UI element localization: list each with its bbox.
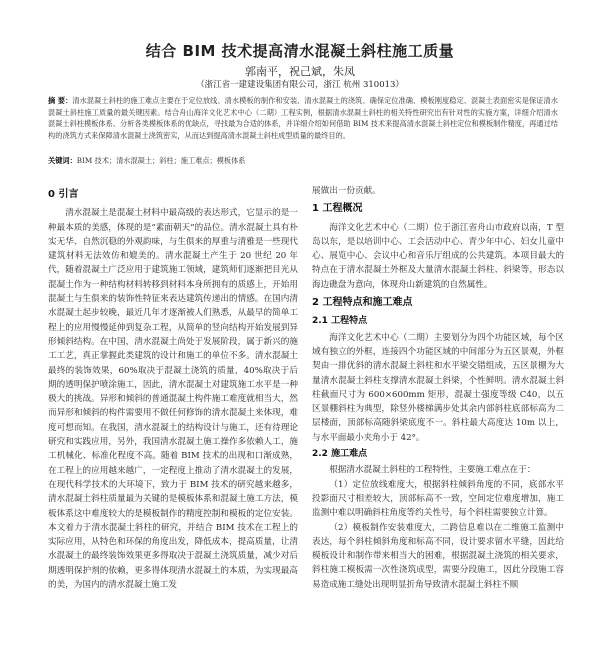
intro-paragraph: 清水混凝土是混凝土材料中最高级的表达形式，它显示的是一种最本质的美感，体现的是“素面朝天”的品位。清水混凝土具有朴实无华、自然沉稳的外观韵味，与生俱来的厚重与清雅是一些现代建筑材料无法效仿和媲美的。清水混凝土产生于 20 世纪 20 年代，随着混凝土广泛应用于建筑施工领域，建筑师们逐渐把目光从混凝土作为一种结构材料转移到材料本身所拥有的质感上，开始用混凝土与生俱来的装饰性特征来表达建筑传递出的情感。在国内清水混凝土起步较晚，最近几年才逐渐被人们熟悉，从最早的简单工程上的应用慢慢延伸到复杂工程，从简单的竖向结构开始发展到异形倾斜结构。在中国，清水混凝土尚处于发展阶段，属于新兴的施工工艺，真正掌握此类建筑的设计和施工的单位不多。清水混凝土最终的装饰效果，60%取决于混凝土浇筑的质量，40%取决于后期的透明保护喷涂施工，因此，清水混凝土对建筑施工水平是一种极大的挑战。异形和倾斜的普通混凝土构件施工难度就相当大，然而异形和倾斜的构件需要用不做任何修饰的清水混凝土来体现，难度可想而知。在我国，清水混凝土的结构设计与施工，还有待理论研究和实践应用，另外，我国清水混凝土施工操作多依赖人工，施工机械化、标准化程度不高。随着 BIM 技术的出现和口渐成熟，在工程上的应用越来越广，一定程度上推动了清水混凝土的发展，在现代科学技术的大环境下，致力于 BIM 技术的研究越来越多，清水混凝土斜柱质量最为关键的是模板体系和混凝土施工方法，模板体系这中难度较大的是模板制作的精度控制和模板的定位安装。本文着力于清水混凝土斜柱的研究，并结合 BIM 技术在工程上的实际应用，从特色和环保的角度出发，降低成本，提高质量，让清水混凝土的最终装饰效果更多得取决于混凝土浇筑质量，减少对后期透明保护剂的依赖，更多得体现清水混凝土的本质，为实现最高的美，为国内的清水混凝土施工发	[48, 208, 298, 591]
left-column	[48, 184, 298, 592]
abstract-label: 摘 要：	[48, 96, 73, 105]
section22-item-1: （1）定位放线难度大，根据斜柱倾斜角度的不同，底部水平投影面尺寸相差较大，顶部标高不一致，空间定位难度增加，施工监测中难以明确斜柱角度等约关性号，每个斜柱需要独立计算。	[312, 479, 564, 519]
section21-paragraph: 海洋文化艺术中心（二期）主要划分为四个功能区域，每个区域有独立的外框，连接四个功能区域的中间部分为五区景观，外框契由一排优斜的清水混凝土斜柱和水平梁交错组成，五区景棚为大量清水混凝土斜柱支撑清水混凝土斜梁，个性鲜明。清水混凝土斜柱截面尺寸为 600×600mm 矩形，混凝土强度等级 C40，以五区景棚斜柱为典型，除竖外楼梯满步处其余内部斜柱底部标高为二层楼面，顶部标高随斜梁底度不一。斜柱最大高度达 10m 以上，与水平面最小夹角小于 42°。	[312, 332, 564, 443]
abstract	[48, 95, 558, 141]
authors: 郭南平，祝己斌，朱凤	[245, 65, 355, 78]
section2-heading: 2 工程特点和施工难点	[312, 297, 413, 309]
abstract-text: 清水混凝土斜柱的施工难点主要在于定位放线、清水模板的制作和安装、清水混凝土的浇筑、确保定位准确、模板刚度稳定、混凝土表面密实是保证清水混凝土斜柱施工质量的最关键因素。结合舟山海洋文化艺术中心（二期）工程实例，根据清水混凝土斜柱的相关特性研究出有针对性的实施方案，详细介绍清水混凝土斜柱模板体系、分析各类模板体系的优缺点，寻找最为合适的体系，并详细介绍如何借助 BIM 技术来提高清水混凝土斜柱定位和模板制作精度，再通过结构的浇筑方式来保障清水混凝土浇筑密实，从而达到提高清水混凝土斜柱成型质量的最终目的。	[48, 96, 558, 140]
affiliation: （浙江省一建建设集团有限公司，浙江 杭州 310013）	[196, 80, 404, 90]
section22-intro: 根据清水混凝土斜柱的工程特性，主要施工难点在于：	[329, 465, 536, 476]
section22-item-2: （2）模板制作安装难度大，二跨信息难以在二维施工监测中表达，每个斜柱倾斜角度和标高不同，设计要求留水平缝，因此给模板设计和制作带来相当大的困难，根据混凝土浇筑的相关要求，斜柱施工模板需一次性浇筑成型，需要分段施工，因此分段施工容易造成施工缝处出现明显折角导致清水混凝土斜柱不顺	[312, 522, 564, 590]
intro-continuation: 展做出一份贡献。	[312, 186, 381, 196]
section1-paragraph: 海洋文化艺术中心（二期）位于浙江省舟山市政府以南，T 型岛以东，是以培训中心、工会活动中心、青少年中心、妇女儿童中心、展览中心、会议中心和音乐厅组成的公共建筑。本项目最大的特点在于清水混凝土外框及大量清水混凝土斜柱、斜梁等，形态以海边礁盘为意向，体现舟山新建筑的自然属性。	[312, 222, 564, 290]
keywords	[48, 155, 558, 166]
section1-heading: 1 工程概况	[312, 203, 363, 215]
paper-title: 结合 BIM 技术提高清水混凝土斜柱施工质量	[145, 42, 455, 60]
keywords-text: BIM 技术；清水混凝土；斜柱；施工难点；模板体系	[76, 156, 246, 165]
section21-heading: 2.1 工程特点	[312, 316, 368, 327]
right-column	[312, 184, 564, 592]
keywords-label: 关键词：	[48, 156, 77, 165]
section22-heading: 2.2 施工难点	[312, 449, 368, 460]
intro-heading: 0 引言	[48, 189, 79, 200]
